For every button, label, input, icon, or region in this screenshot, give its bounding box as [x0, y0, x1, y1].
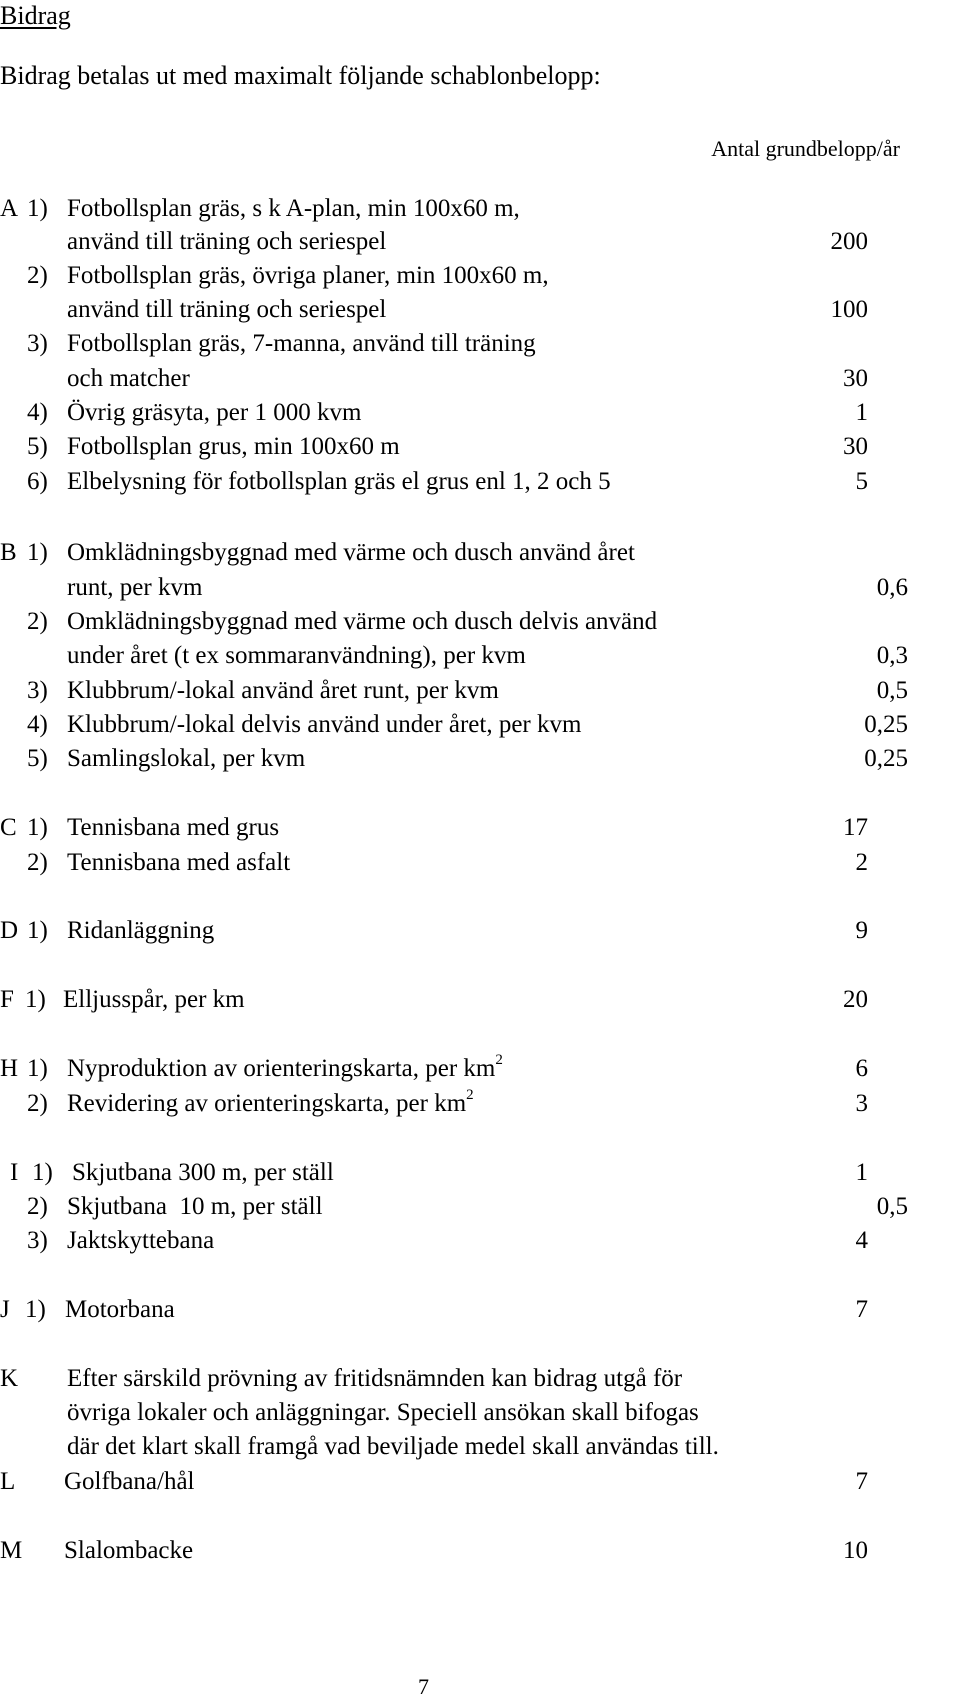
- item-number: 1): [32, 1159, 53, 1186]
- group-letter: F: [0, 986, 14, 1013]
- item-number: 5): [27, 433, 48, 460]
- item-value: 0,25: [864, 711, 908, 738]
- item-text-line: använd till träning och seriespel: [67, 296, 387, 323]
- item-number: 3): [27, 1227, 48, 1254]
- item-value: 3: [855, 1090, 868, 1117]
- group-letter: C: [0, 814, 17, 841]
- item-number: 1): [27, 814, 48, 841]
- item-text-line: Revidering av orienteringskarta, per $km^2$: [67, 1087, 474, 1117]
- item-text-line: och matcher: [67, 365, 190, 392]
- item-number: 3): [27, 677, 48, 704]
- item-number: 4): [27, 711, 48, 738]
- item-value: 0,6: [876, 574, 908, 601]
- item-text-line: Tennisbana med grus: [67, 814, 280, 841]
- item-number: 2): [27, 608, 48, 635]
- item-value: 5: [855, 468, 868, 495]
- item-text-line: under året (t ex sommaranvändning), per kvm: [67, 642, 526, 669]
- item-number: 1): [25, 1296, 46, 1323]
- item-text-line: Fotbollsplan grus, min 100x60 m: [67, 433, 400, 460]
- group-letter: K: [0, 1365, 19, 1392]
- item-number: 2): [27, 262, 48, 289]
- item-text-line: Tennisbana med asfalt: [67, 849, 291, 876]
- item-text-line: runt, per kvm: [67, 574, 203, 601]
- item-value: 30: [843, 365, 868, 392]
- group-letter: I: [10, 1159, 19, 1186]
- item-text-line: Slalombacke: [64, 1537, 194, 1564]
- superscript-2: 2: [466, 1087, 474, 1103]
- item-text-line: Fotbollsplan gräs, övriga planer, min 100x60 m,: [67, 262, 549, 289]
- item-value: 20: [843, 986, 868, 1013]
- item-value: 0,5: [876, 677, 908, 704]
- item-value: 4: [855, 1227, 868, 1254]
- group-letter: D: [0, 917, 19, 944]
- item-text-line: Skjutbana 10 m, per ställ: [67, 1193, 323, 1220]
- item-text-line: Omklädningsbyggnad med värme och dusch delvis använd: [67, 608, 658, 635]
- item-text-line: Klubbrum/-lokal delvis använd under året, per kvm: [67, 711, 582, 738]
- item-number: 3): [27, 330, 48, 357]
- item-value: 0,5: [876, 1193, 908, 1220]
- item-text-line: övriga lokaler och anläggningar. Speciell ansökan skall bifogas: [67, 1399, 699, 1426]
- intro-text: Bidrag betalas ut med maximalt följande schablonbelopp:: [0, 61, 601, 90]
- item-text-line: Övrig gräsyta, per 1 000 kvm: [67, 399, 362, 426]
- item-text-line: Golfbana/hål: [64, 1468, 195, 1495]
- item-value: 2: [855, 849, 868, 876]
- page-number: 7: [418, 1674, 429, 1699]
- item-number: 4): [27, 399, 48, 426]
- item-text-line: Elbelysning för fotbollsplan gräs el grus enl 1, 2 och 5: [67, 468, 611, 495]
- page-heading[interactable]: Bidrag: [0, 1, 71, 30]
- item-value: 200: [830, 228, 868, 255]
- item-text-line: Nyproduktion av orienteringskarta, per $km^2$: [67, 1052, 503, 1082]
- item-value: 17: [843, 814, 868, 841]
- item-text-line: Skjutbana 300 m, per ställ: [72, 1159, 334, 1186]
- item-number: 2): [27, 849, 48, 876]
- item-value: 0,25: [864, 745, 908, 772]
- item-number: 1): [25, 986, 46, 1013]
- item-number: 1): [27, 917, 48, 944]
- group-letter: L: [0, 1468, 16, 1495]
- item-value: 1: [855, 399, 868, 426]
- item-number: 2): [27, 1090, 48, 1117]
- item-value: 7: [855, 1296, 868, 1323]
- item-text-line: Elljusspår, per km: [63, 986, 245, 1013]
- item-number: 1): [27, 1055, 48, 1082]
- item-value: 1: [855, 1159, 868, 1186]
- item-value: 9: [855, 917, 868, 944]
- item-text-line: Fotbollsplan gräs, s k A-plan, min 100x60 m,: [67, 195, 520, 222]
- item-text-line: Motorbana: [65, 1296, 175, 1323]
- group-letter: A: [0, 195, 19, 222]
- group-letter: B: [0, 539, 17, 566]
- item-number: 1): [27, 539, 48, 566]
- group-letter: M: [0, 1537, 23, 1564]
- group-letter: J: [0, 1296, 10, 1323]
- group-letter: H: [0, 1055, 19, 1082]
- item-value: 10: [843, 1537, 868, 1564]
- item-text-line: Klubbrum/-lokal använd året runt, per kvm: [67, 677, 499, 704]
- item-text-line: Efter särskild prövning av fritidsnämnden kan bidrag utgå för: [67, 1365, 683, 1392]
- item-number: 1): [27, 195, 48, 222]
- item-number: 2): [27, 1193, 48, 1220]
- item-text-line: Ridanläggning: [67, 917, 215, 944]
- item-text-line: Samlingslokal, per kvm: [67, 745, 306, 772]
- item-value: 100: [830, 296, 868, 323]
- item-number: 5): [27, 745, 48, 772]
- item-text-line: där det klart skall framgå vad beviljade medel skall användas till.: [67, 1433, 719, 1460]
- item-text-line: Omklädningsbyggnad med värme och dusch använd året: [67, 539, 635, 566]
- superscript-2: 2: [495, 1052, 503, 1068]
- item-value: 30: [843, 433, 868, 460]
- item-value: 7: [855, 1468, 868, 1495]
- item-value: 6: [855, 1055, 868, 1082]
- item-value: 0,3: [876, 642, 908, 669]
- item-text-line: Fotbollsplan gräs, 7-manna, använd till träning: [67, 330, 536, 357]
- item-text-line: använd till träning och seriespel: [67, 228, 387, 255]
- item-number: 6): [27, 468, 48, 495]
- column-header: Antal grundbelopp/år: [711, 136, 900, 161]
- item-text-line: Jaktskyttebana: [67, 1227, 215, 1254]
